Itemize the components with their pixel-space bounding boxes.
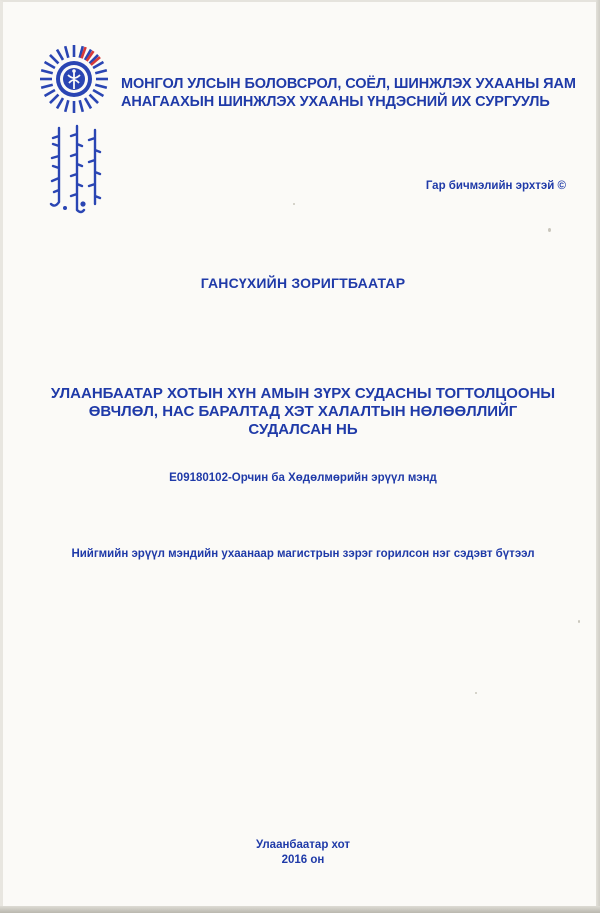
mongolian-script-seal (43, 124, 109, 216)
institution-block (121, 75, 591, 111)
thesis-title-line-2: ӨВЧЛӨЛ, НАС БАРАЛТАД ХЭТ ХАЛАЛТЫН НӨЛӨӨЛЛИЙГ (88, 403, 518, 420)
paper-speck (548, 228, 551, 232)
place: Улаанбаатар хот (255, 839, 351, 851)
paper-speck (293, 203, 295, 205)
thesis-title-line-1: УЛААНБААТАР ХОТЫН ХҮН АМЫН ЗҮРХ СУДАСНЫ ТОГТОЛЦООНЫ (50, 385, 556, 402)
year: 2016 он (281, 854, 325, 866)
paper-speck (578, 620, 580, 623)
thesis-title (3, 385, 600, 439)
specialty-code: E09180102-Орчин ба Хөдөлмөрийн эрүүл мэнд (169, 472, 437, 484)
paper-speck (475, 692, 477, 694)
rights-notice: Гар бичмэлийн эрхтэй © (425, 180, 566, 192)
author-name: ГАНСҮХИЙН ЗОРИГТБААТАР (200, 275, 406, 291)
cover-edge-bottom (0, 906, 600, 913)
degree-statement: Нийгмийн эрүүл мэндийн ухаанаар магистрын зэрэг горилсон нэг сэдэвт бүтээл (71, 548, 535, 560)
university-name: АНАГААХЫН ШИНЖЛЭХ УХААНЫ ҮНДЭСНИЙ ИХ СУРГУУЛЬ (121, 94, 550, 110)
ministry-name: МОНГОЛ УЛСЫН БОЛОВСРОЛ, СОЁЛ, ШИНЖЛЭХ УХААНЫ ЯАМ (121, 76, 576, 92)
cover-edge-right (596, 0, 600, 913)
university-emblem-icon (39, 44, 109, 114)
thesis-title-line-3: СУДАЛСАН НЬ (248, 421, 358, 438)
place-and-year (3, 838, 600, 868)
